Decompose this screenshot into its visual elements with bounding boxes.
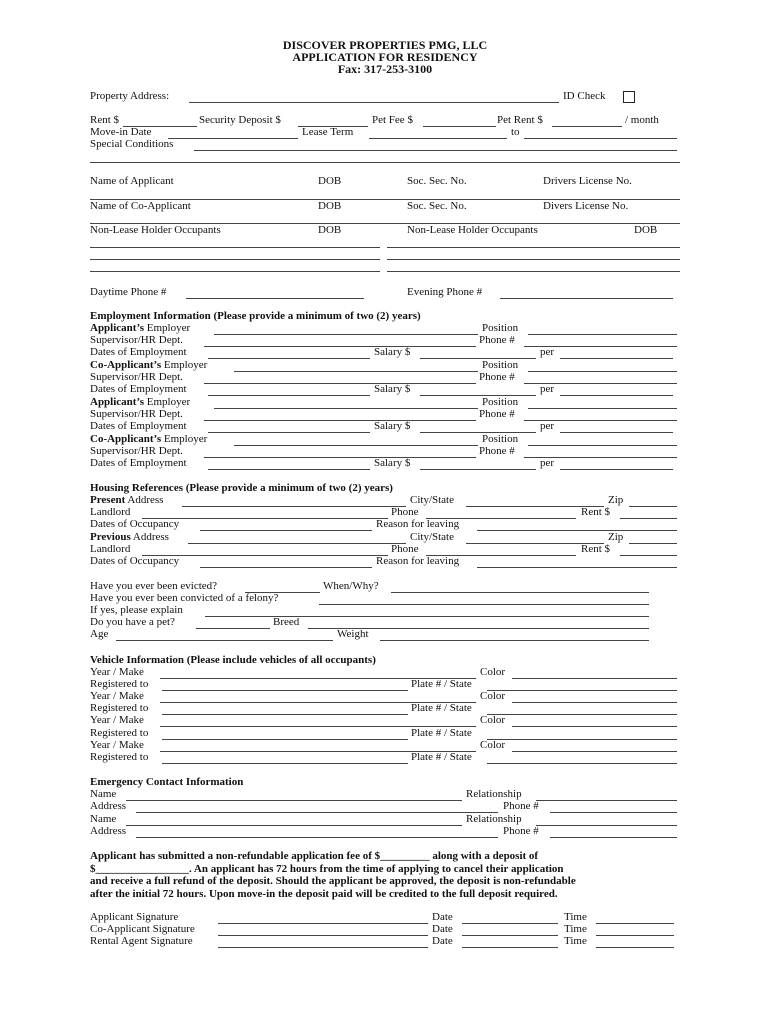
employer-label-4: Employer (163, 433, 208, 445)
occupant-line-right-2[interactable] (387, 259, 680, 260)
fee-paragraph-line-4: after the initial 72 hours. Upon move-in the deposit paid will be credited to the full deposit required. (90, 887, 558, 900)
previous-occupancy-field[interactable] (200, 555, 372, 568)
salary-label-2: Salary $ (374, 383, 411, 395)
year-make-field-3[interactable] (160, 714, 476, 727)
supervisor-label-2: Supervisor/HR Dept. (90, 371, 183, 383)
emergency-heading: Emergency Contact Information (90, 776, 244, 788)
year-make-label-4: Year / Make (90, 739, 144, 751)
per-field-3[interactable] (560, 420, 673, 433)
breed-label: Breed (273, 616, 300, 628)
previous-occupancy-row (90, 555, 680, 568)
age-row (90, 628, 680, 641)
move-in-label: Move-in Date (90, 126, 152, 138)
emergency-relationship-label-1: Relationship (466, 788, 522, 800)
applicant-name-label: Name of Applicant (90, 175, 174, 187)
previous-phone-label: Phone (391, 543, 419, 555)
registered-to-label-3: Registered to (90, 727, 149, 739)
present-phone-label: Phone (391, 506, 419, 518)
special-conditions-field[interactable] (194, 138, 677, 151)
vehicle-heading: Vehicle Information (Please include vehicles of all occupants) (90, 654, 376, 666)
lease-term-label: Lease Term (302, 126, 354, 138)
id-check-checkbox[interactable] (623, 91, 635, 103)
per-label-4: per (540, 457, 555, 469)
applicant-ssn-label: Soc. Sec. No. (407, 175, 467, 187)
occupants-right-dob-label: DOB (634, 224, 658, 236)
fee-paragraph (90, 850, 680, 900)
daytime-phone-field[interactable] (186, 286, 364, 299)
co-applicant-date-label: Date (432, 923, 453, 935)
position-label-3: Position (482, 396, 519, 408)
previous-landlord-label: Landlord (90, 543, 131, 555)
occupants-right-label: Non-Lease Holder Occupants (407, 224, 538, 236)
id-check-label: ID Check (563, 90, 606, 102)
daytime-phone-label: Daytime Phone # (90, 286, 167, 298)
applicant-time-label: Time (564, 911, 587, 923)
pet-label: Do you have a pet? (90, 616, 175, 628)
year-make-label-1: Year / Make (90, 666, 144, 678)
present-label: Present (90, 494, 126, 506)
rent-label: Rent $ (90, 114, 120, 126)
position-label-2: Position (482, 359, 519, 371)
plate-state-label-4: Plate # / State (411, 751, 472, 763)
emergency-address-field-2[interactable] (136, 825, 498, 838)
co-applicant-dob-label: DOB (318, 200, 342, 212)
supervisor-label-3: Supervisor/HR Dept. (90, 408, 183, 420)
rental-agent-time-label: Time (564, 935, 587, 947)
present-city-state-label: City/State (410, 494, 454, 506)
emergency-phone-field-1[interactable] (550, 800, 677, 813)
occupant-line-right-3[interactable] (387, 271, 680, 272)
per-field-2[interactable] (560, 383, 673, 396)
special-conditions-line-2[interactable] (90, 162, 680, 163)
emergency-address-row-1 (90, 800, 680, 813)
supervisor-phone-label-4: Phone # (479, 445, 515, 457)
occupant-line-left-3[interactable] (90, 271, 380, 272)
plate-state-field-4[interactable] (487, 751, 677, 764)
employer-owner-label-2: Co-Applicant’s (90, 359, 162, 371)
weight-field[interactable] (380, 628, 649, 641)
felony-label: Have you ever been convicted of a felony? (90, 592, 279, 604)
co-applicant-time-label: Time (564, 923, 587, 935)
per-month-label: / month (625, 114, 659, 126)
per-label-1: per (540, 346, 555, 358)
dates-employment-label-4: Dates of Employment (90, 457, 187, 469)
salary-field-1[interactable] (420, 346, 536, 359)
rental-agent-signature-label: Rental Agent Signature (90, 935, 193, 947)
dates-employment-field-4[interactable] (208, 457, 370, 470)
security-deposit-label: Security Deposit $ (199, 114, 281, 126)
registered-to-label-4: Registered to (90, 751, 149, 763)
present-rent-label: Rent $ (581, 506, 611, 518)
form-title: APPLICATION FOR RESIDENCY (292, 50, 478, 64)
rental-agent-date-label: Date (432, 935, 453, 947)
salary-field-4[interactable] (420, 457, 536, 470)
phone-row (90, 286, 680, 299)
color-label-2: Color (480, 690, 506, 702)
applicant-date-label: Date (432, 911, 453, 923)
year-make-label-3: Year / Make (90, 714, 144, 726)
present-reason-label: Reason for leaving (376, 518, 460, 530)
emergency-relationship-label-2: Relationship (466, 813, 522, 825)
dates-employment-label-2: Dates of Employment (90, 383, 187, 395)
rental-agent-date-field[interactable] (462, 935, 558, 948)
applicant-license-label: Drivers License No. (543, 175, 632, 187)
previous-address-label: Address (132, 531, 169, 543)
co-applicant-name-label: Name of Co-Applicant (90, 200, 191, 212)
per-label-2: per (540, 383, 555, 395)
dates-employment-field-2[interactable] (208, 383, 370, 396)
color-field-3[interactable] (512, 714, 677, 727)
salary-field-3[interactable] (420, 420, 536, 433)
plate-state-label-3: Plate # / State (411, 727, 472, 739)
special-conditions-label: Special Conditions (90, 138, 174, 150)
salary-field-2[interactable] (420, 383, 536, 396)
color-label-4: Color (480, 739, 506, 751)
present-zip-label: Zip (608, 494, 624, 506)
dates-row-2 (90, 383, 680, 396)
emergency-phone-label-2: Phone # (503, 825, 539, 837)
present-occupancy-label: Dates of Occupancy (90, 518, 180, 530)
previous-occupancy-label: Dates of Occupancy (90, 555, 180, 567)
age-label: Age (90, 628, 109, 640)
company-name: DISCOVER PROPERTIES PMG, LLC (282, 38, 488, 52)
fee-paragraph-line-3: and receive a full refund of the deposit. Should the applicant be approved, the deposit is non-refundable (90, 875, 576, 887)
dates-employment-label-3: Dates of Employment (90, 420, 187, 432)
evening-phone-label: Evening Phone # (407, 286, 483, 298)
emergency-address-field-1[interactable] (136, 800, 498, 813)
employer-owner-label-3: Applicant’s (90, 396, 144, 408)
position-label-1: Position (482, 322, 519, 334)
present-address-label: Address (127, 494, 164, 506)
previous-city-state-label: City/State (410, 531, 454, 543)
position-label-4: Position (482, 433, 519, 445)
previous-reason-field[interactable] (477, 555, 677, 568)
pet-fee-label: Pet Fee $ (372, 114, 413, 126)
pet-rent-label: Pet Rent $ (497, 114, 543, 126)
age-field[interactable] (116, 628, 333, 641)
emergency-address-label-1: Address (90, 800, 127, 812)
co-applicant-ssn-label: Soc. Sec. No. (407, 200, 467, 212)
dates-employment-field-1[interactable] (208, 346, 370, 359)
occupant-line-left-1[interactable] (90, 247, 380, 248)
evicted-label: Have you ever been evicted? (90, 580, 218, 592)
occupant-line-left-2[interactable] (90, 259, 380, 260)
weight-label: Weight (337, 628, 369, 640)
lease-term-to-label: to (511, 126, 520, 138)
co-applicant-row (90, 200, 680, 213)
property-address-row (90, 90, 680, 103)
property-address-field[interactable] (189, 90, 559, 103)
previous-label: Previous (90, 531, 131, 543)
dates-row-4 (90, 457, 680, 470)
salary-label-4: Salary $ (374, 457, 411, 469)
present-occupancy-row (90, 518, 680, 531)
occupants-header-row (90, 224, 680, 237)
emergency-phone-field-2[interactable] (550, 825, 677, 838)
employer-owner-label-1: Applicant’s (90, 322, 144, 334)
rental-agent-signature-field[interactable] (218, 935, 428, 948)
emergency-address-label-2: Address (90, 825, 127, 837)
per-label-3: per (540, 420, 555, 432)
emergency-name-label-2: Name (90, 813, 117, 825)
co-applicant-signature-label: Co-Applicant Signature (90, 923, 195, 935)
color-label-3: Color (480, 714, 506, 726)
year-make-label-2: Year / Make (90, 690, 144, 702)
employer-label-1: Employer (146, 322, 191, 334)
salary-label-1: Salary $ (374, 346, 411, 358)
rental-agent-signature-row (90, 935, 680, 948)
explain-label: If yes, please explain (90, 604, 183, 616)
occupants-left-label: Non-Lease Holder Occupants (90, 224, 221, 236)
applicant-signature-label: Applicant Signature (90, 911, 179, 923)
employer-owner-label-4: Co-Applicant’s (90, 433, 162, 445)
emergency-name-label-1: Name (90, 788, 117, 800)
plate-state-label-1: Plate # / State (411, 678, 472, 690)
emergency-address-row-2 (90, 825, 680, 838)
evening-phone-field[interactable] (500, 286, 673, 299)
fee-paragraph-line-1: Applicant has submitted a non-refundable application fee of $_________ along with a deposit of (90, 850, 539, 862)
dates-employment-field-3[interactable] (208, 420, 370, 433)
property-address-label: Property Address: (90, 90, 170, 102)
when-why-label: When/Why? (323, 580, 379, 592)
fax-number: Fax: 317-253-3100 (337, 62, 433, 76)
applicant-dob-label: DOB (318, 175, 342, 187)
vehicle-year-make-row-3 (90, 714, 680, 727)
per-field-1[interactable] (560, 346, 673, 359)
color-label-1: Color (480, 666, 506, 678)
supervisor-phone-label-3: Phone # (479, 408, 515, 420)
housing-heading: Housing References (Please provide a minimum of two (2) years) (90, 482, 393, 494)
vehicle-registered-row-4 (90, 751, 680, 764)
previous-rent-label: Rent $ (581, 543, 611, 555)
registered-to-label-1: Registered to (90, 678, 149, 690)
previous-zip-label: Zip (608, 531, 624, 543)
dates-row-3 (90, 420, 680, 433)
supervisor-label-1: Supervisor/HR Dept. (90, 334, 183, 346)
rental-agent-time-field[interactable] (596, 935, 674, 948)
emergency-phone-label-1: Phone # (503, 800, 539, 812)
employment-heading: Employment Information (Please provide a minimum of two (2) years) (90, 310, 421, 322)
present-reason-field[interactable] (477, 518, 677, 531)
employer-label-3: Employer (146, 396, 191, 408)
registered-to-label-2: Registered to (90, 702, 149, 714)
supervisor-phone-label-2: Phone # (479, 371, 515, 383)
present-occupancy-field[interactable] (200, 518, 372, 531)
fee-paragraph-line-2: $_________________. An applicant has 72 hours from the time of applying to cancel their application (90, 862, 564, 875)
employer-label-2: Employer (163, 359, 208, 371)
registered-to-field-4[interactable] (162, 751, 408, 764)
dates-employment-label-1: Dates of Employment (90, 346, 187, 358)
supervisor-phone-label-1: Phone # (479, 334, 515, 346)
co-applicant-license-label: Divers License No. (543, 200, 629, 212)
dates-row-1 (90, 346, 680, 359)
per-field-4[interactable] (560, 457, 673, 470)
salary-label-3: Salary $ (374, 420, 411, 432)
special-conditions-row (90, 138, 680, 151)
applicant-row (90, 175, 680, 188)
plate-state-label-2: Plate # / State (411, 702, 472, 714)
present-landlord-label: Landlord (90, 506, 131, 518)
occupant-line-right-1[interactable] (387, 247, 680, 248)
occupants-left-dob-label: DOB (318, 224, 342, 236)
supervisor-label-4: Supervisor/HR Dept. (90, 445, 183, 457)
previous-reason-label: Reason for leaving (376, 555, 460, 567)
